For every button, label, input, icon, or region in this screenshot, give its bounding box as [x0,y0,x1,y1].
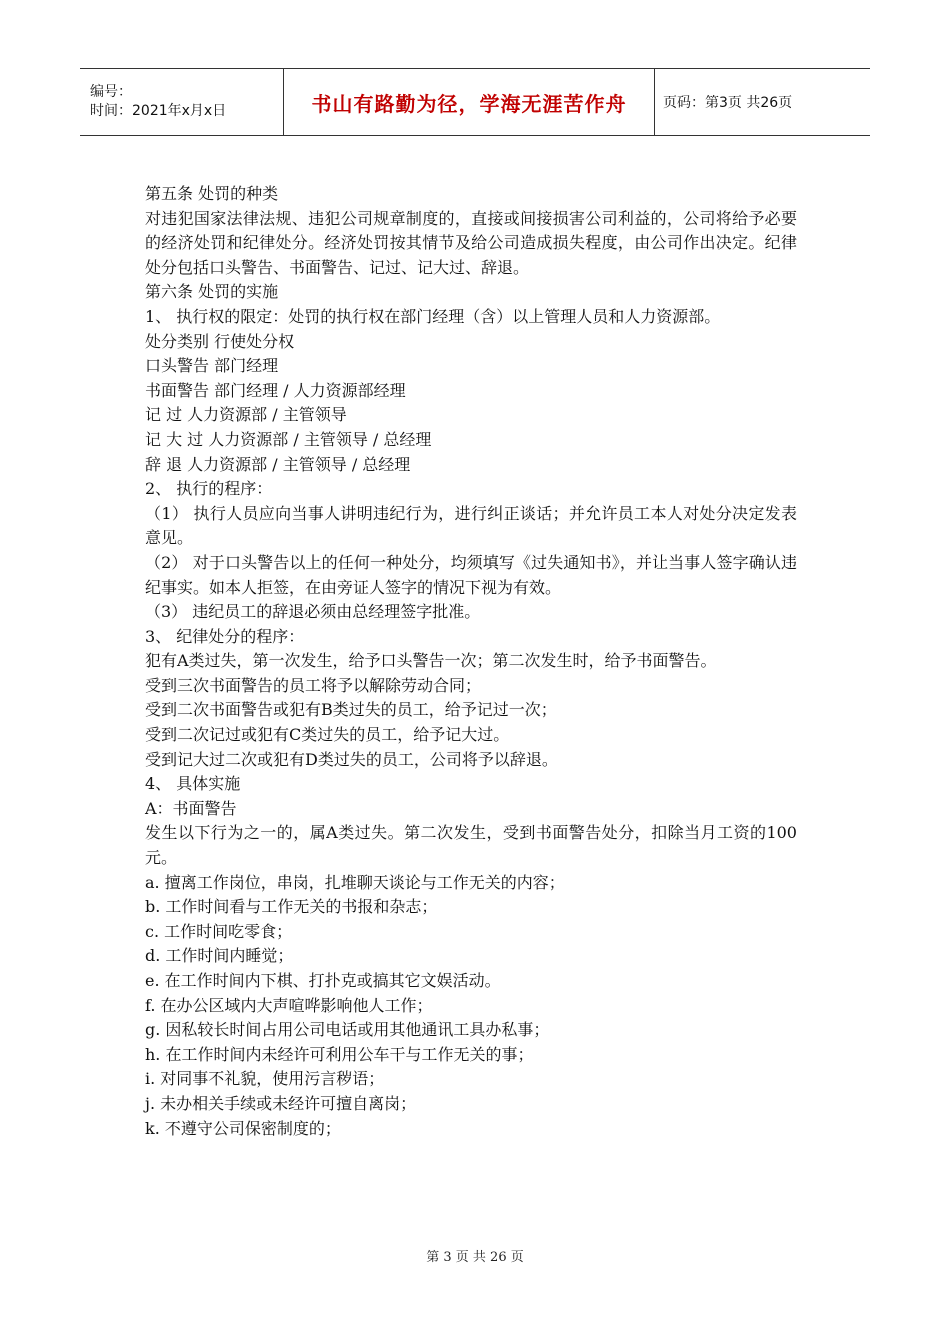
list-item: f. 在办公区域内大声喧哗影响他人工作； [145,995,433,1015]
header-motto: 书山有路勤为径，学海无涯苦作舟 [311,91,627,116]
list-item: a. 擅离工作岗位，串岗，扎堆聊天谈论与工作无关的内容； [145,872,565,892]
procedure-item: （3） 违纪员工的辞退必须由总经理签字批准。 [145,602,481,622]
penalty-table-row: 口头警告 部门经理 [145,356,279,376]
page-footer: 第 3 页 共 26 页 [426,1250,524,1265]
document-body [145,182,797,1141]
article-heading: 第六条 处罚的实施 [145,282,279,302]
list-item: h. 在工作时间内未经许可利用公车干与工作无关的事； [145,1044,534,1064]
paragraph: 受到二次记过或犯有C类过失的员工，给予记大过。 [145,725,510,745]
header-motto-cell [283,69,655,135]
list-item: b. 工作时间看与工作无关的书报和杂志； [145,897,438,917]
penalty-table-header: 处分类别 行使处分权 [145,331,295,351]
paragraph: 犯有A类过失，第一次发生，给予口头警告一次；第二次发生时，给予书面警告。 [145,651,717,671]
penalty-table-row: 记 过 人力资源部 / 主管领导 [145,405,347,425]
paragraph: 受到二次书面警告或犯有B类过失的员工，给予记过一次； [145,700,557,720]
list-item: c. 工作时间吃零食； [145,921,293,941]
list-item: d. 工作时间内睡觉； [145,946,294,966]
paragraph: 受到记大过二次或犯有D类过失的员工，公司将予以辞退。 [145,749,558,769]
penalty-table-row: 辞 退 人力资源部 / 主管领导 / 总经理 [145,454,411,474]
header-meta [80,69,283,135]
list-item: k. 不遵守公司保密制度的； [145,1118,341,1138]
list-item: e. 在工作时间内下棋、打扑克或搞其它文娱活动。 [145,971,501,990]
section-heading: 3、 纪律处分的程序： [145,626,305,646]
header-page-label: 页码：第3页 共26页 [663,95,793,111]
document-header [80,68,870,136]
section-heading: 2、 执行的程序： [145,479,273,499]
penalty-table-row: 书面警告 部门经理 / 人力资源部经理 [145,380,406,400]
article-heading: 第五条 处罚的种类 [145,184,279,203]
paragraph: 1、 执行权的限定：处罚的执行权在部门经理（含）以上管理人员和人力资源部。 [145,306,721,326]
penalty-table-row: 记 大 过 人力资源部 / 主管领导 / 总经理 [145,429,432,449]
procedure-item: （2） 对于口头警告以上的任何一种处分，均须填写《过失通知书》，并让当事人签字确认违纪事实。如本人拒签，在由旁证人签字的情况下视为有效。 [145,552,797,597]
header-page-cell [655,69,870,135]
list-item: j. 未办相关手续或未经许可擅自离岗； [145,1093,417,1113]
subsection-heading: A：书面警告 [145,798,237,818]
list-item: g. 因私较长时间占用公司电话或用其他通讯工具办私事； [145,1020,550,1040]
document-time-label: 时间：2021年x月x日 [90,103,227,119]
list-item: i. 对同事不礼貌，使用污言秽语； [145,1069,385,1089]
document-number-label: 编号： [90,84,132,100]
paragraph: 受到三次书面警告的员工将予以解除劳动合同； [145,675,482,695]
paragraph: 发生以下行为之一的，属A类过失。第二次发生，受到书面警告处分，扣除当月工资的100元。 [145,823,797,868]
paragraph: 对违犯国家法律法规、违犯公司规章制度的，直接或间接损害公司利益的，公司将给予必要的经济处罚和纪律处分。经济处罚按其情节及给公司造成损失程度，由公司作出决定。纪律处分包括口头警告、书面警告、记过、记大过、辞退。 [145,208,797,277]
procedure-item: （1） 执行人员应向当事人讲明违纪行为，进行纠正谈话；并允许员工本人对处分决定发表意见。 [145,503,797,548]
section-heading: 4、 具体实施 [145,774,241,794]
